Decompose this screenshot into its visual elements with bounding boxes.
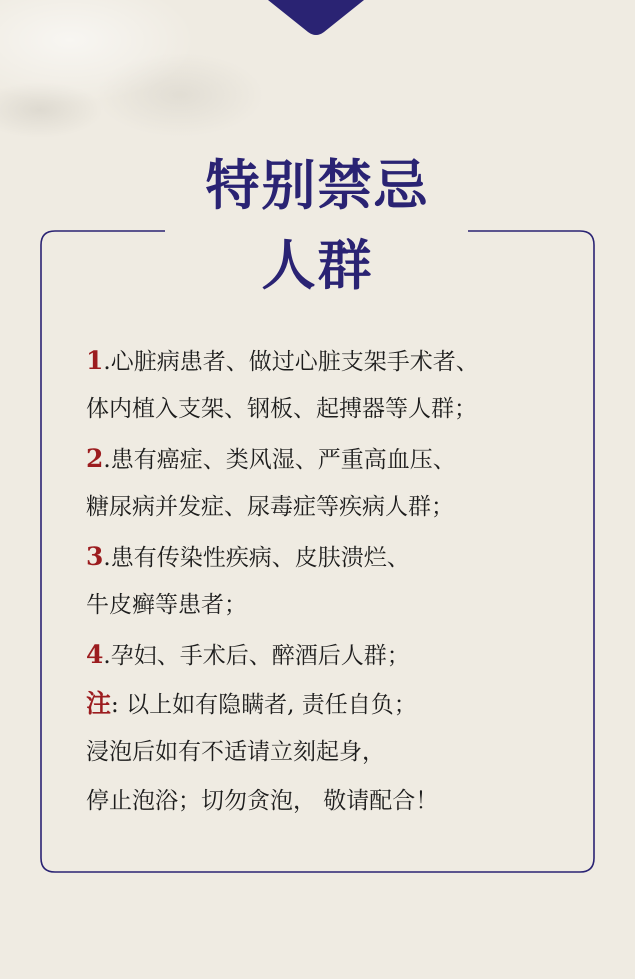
list-item-1-line-2: 体内植入支架、钢板、起搏器等人群； [86, 396, 477, 422]
note-line-1 [86, 679, 566, 728]
note-label: 注 [86, 689, 112, 718]
list-item-3-line-1 [86, 532, 566, 581]
page-title-line-2: 人群 [261, 233, 374, 297]
note-line-3: 停止泡浴；切勿贪泡， 敬请配合！ [86, 788, 439, 814]
page-title-line-1: 特别禁忌 [205, 153, 430, 217]
restrictions-list [86, 336, 566, 826]
list-item-3-line-2: 牛皮癣等患者； [86, 592, 247, 618]
note-text: : 以上如有隐瞒者, 责任自负； [111, 692, 417, 718]
note-line-2: 浸泡后如有不适请立刻起身， [86, 739, 385, 765]
top-triangle-ornament [268, 0, 364, 36]
list-item-1-line-1 [86, 336, 566, 385]
list-item-2-line-2: 糖尿病并发症、尿毒症等疾病人群； [86, 494, 454, 520]
item-text: .患有传染性疾病、皮肤溃烂、 [103, 545, 410, 571]
list-item-2-line-1 [86, 434, 566, 483]
item-number: 1 [86, 346, 104, 375]
item-number: 4 [86, 640, 104, 669]
list-item-4-line-1 [86, 630, 566, 679]
item-number: 3 [86, 542, 104, 571]
item-text: .患有癌症、类风湿、严重高血压、 [103, 447, 456, 473]
item-number: 2 [86, 444, 104, 473]
item-text: .孕妇、手术后、醉酒后人群； [103, 643, 410, 669]
item-text: .心脏病患者、做过心脏支架手术者、 [103, 349, 479, 375]
